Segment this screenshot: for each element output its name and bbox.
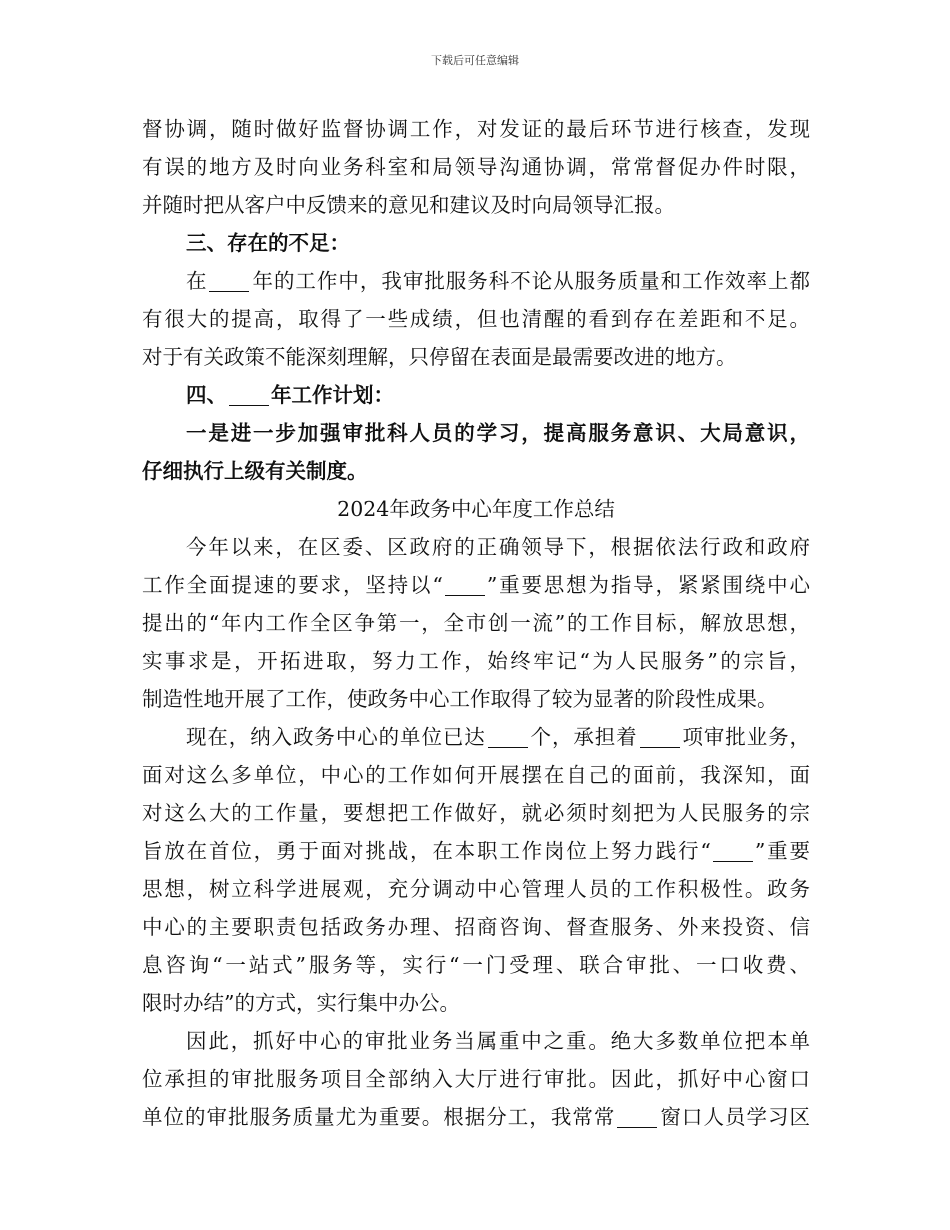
body-line-17: 现在，纳入政务中心的单位已达 个，承担着 项审批业务， <box>186 725 811 749</box>
body-line-23: 息咨询“一站式”服务等，实行“一门受理、联合审批、一口收费、 <box>142 953 810 977</box>
body-line-18: 面对这么多单位，中心的工作如何开展摆在自己的面前，我深知，面 <box>142 763 810 787</box>
section-heading-4: 四、 年工作计划： <box>186 383 394 407</box>
fill-blank <box>713 860 753 862</box>
fill-blank <box>445 594 485 596</box>
fill-blank <box>488 746 528 748</box>
body-line-20: 旨放在首位，勇于面对挑战，在本职工作岗位上努力践行“ ”重要 <box>142 839 810 863</box>
body-line-26: 位承担的审批服务项目全部纳入大厅进行审批。因此，抓好中心窗口 <box>142 1067 810 1091</box>
body-line-14: 提出的“年内工作全区争第一，全市创一流”的工作目标，解放思想， <box>142 611 810 635</box>
body-line-15: 实事求是，开拓进取，努力工作，始终牢记“为人民服务”的宗旨， <box>142 649 810 673</box>
page-header: 下载后可任意编辑 <box>431 54 519 67</box>
body-line-24: 限时办结”的方式，实行集中办公。 <box>142 991 460 1015</box>
body-line-13: 工作全面提速的要求，坚持以“ ”重要思想为指导，紧紧围绕中心 <box>142 573 810 597</box>
body-line-25: 因此，抓好中心的审批业务当属重中之重。绝大多数单位把本单 <box>186 1029 810 1053</box>
body-line-2: 有误的地方及时向业务科室和局领导沟通协调，常常督促办件时限， <box>142 155 810 179</box>
body-line-21: 思想，树立科学进展观，充分调动中心管理人员的工作积极性。政务 <box>142 877 810 901</box>
body-line-7: 对于有关政策不能深刻理解，只停留在表面是最需要改进的地方。 <box>142 345 737 369</box>
body-line-12: 今年以来，在区委、区政府的正确领导下，根据依法行政和政府 <box>186 535 810 559</box>
fill-blank <box>640 746 680 748</box>
fill-blank <box>209 290 249 292</box>
document-body <box>142 110 810 1136</box>
body-line-16: 制造性地开展了工作，使政务中心工作取得了较为显著的阶段性成果。 <box>142 687 778 711</box>
plan-line-1: 一是进一步加强审批科人员的学习，提高服务意识、大局意识， <box>186 421 810 445</box>
body-line-3: 并随时把从客户中反馈来的意见和建议及时向局领导汇报。 <box>142 193 675 217</box>
body-line-1: 督协调，随时做好监督协调工作，对发证的最后环节进行核查，发现 <box>142 117 810 141</box>
body-line-22: 中心的主要职责包括政务办理、招商咨询、督查服务、外来投资、信 <box>142 915 810 939</box>
fill-blank <box>229 404 269 406</box>
fill-blank <box>617 1126 657 1128</box>
plan-line-2: 仔细执行上级有关制度。 <box>142 459 368 483</box>
body-line-5: 在 年的工作中，我审批服务科不论从服务质量和工作效率上都 <box>186 269 811 293</box>
document-title: 2024年政务中心年度工作总结 <box>337 497 615 521</box>
body-line-19: 对这么大的工作量，要想把工作做好，就必须时刻把为人民服务的宗 <box>142 801 810 825</box>
body-line-27: 单位的审批服务质量尤为重要。根据分工，我常常 窗口人员学习区 <box>142 1105 811 1129</box>
body-line-6: 有很大的提高，取得了一些成绩，但也清醒的看到存在差距和不足。 <box>142 307 810 331</box>
section-heading-3: 三、存在的不足： <box>186 231 350 255</box>
